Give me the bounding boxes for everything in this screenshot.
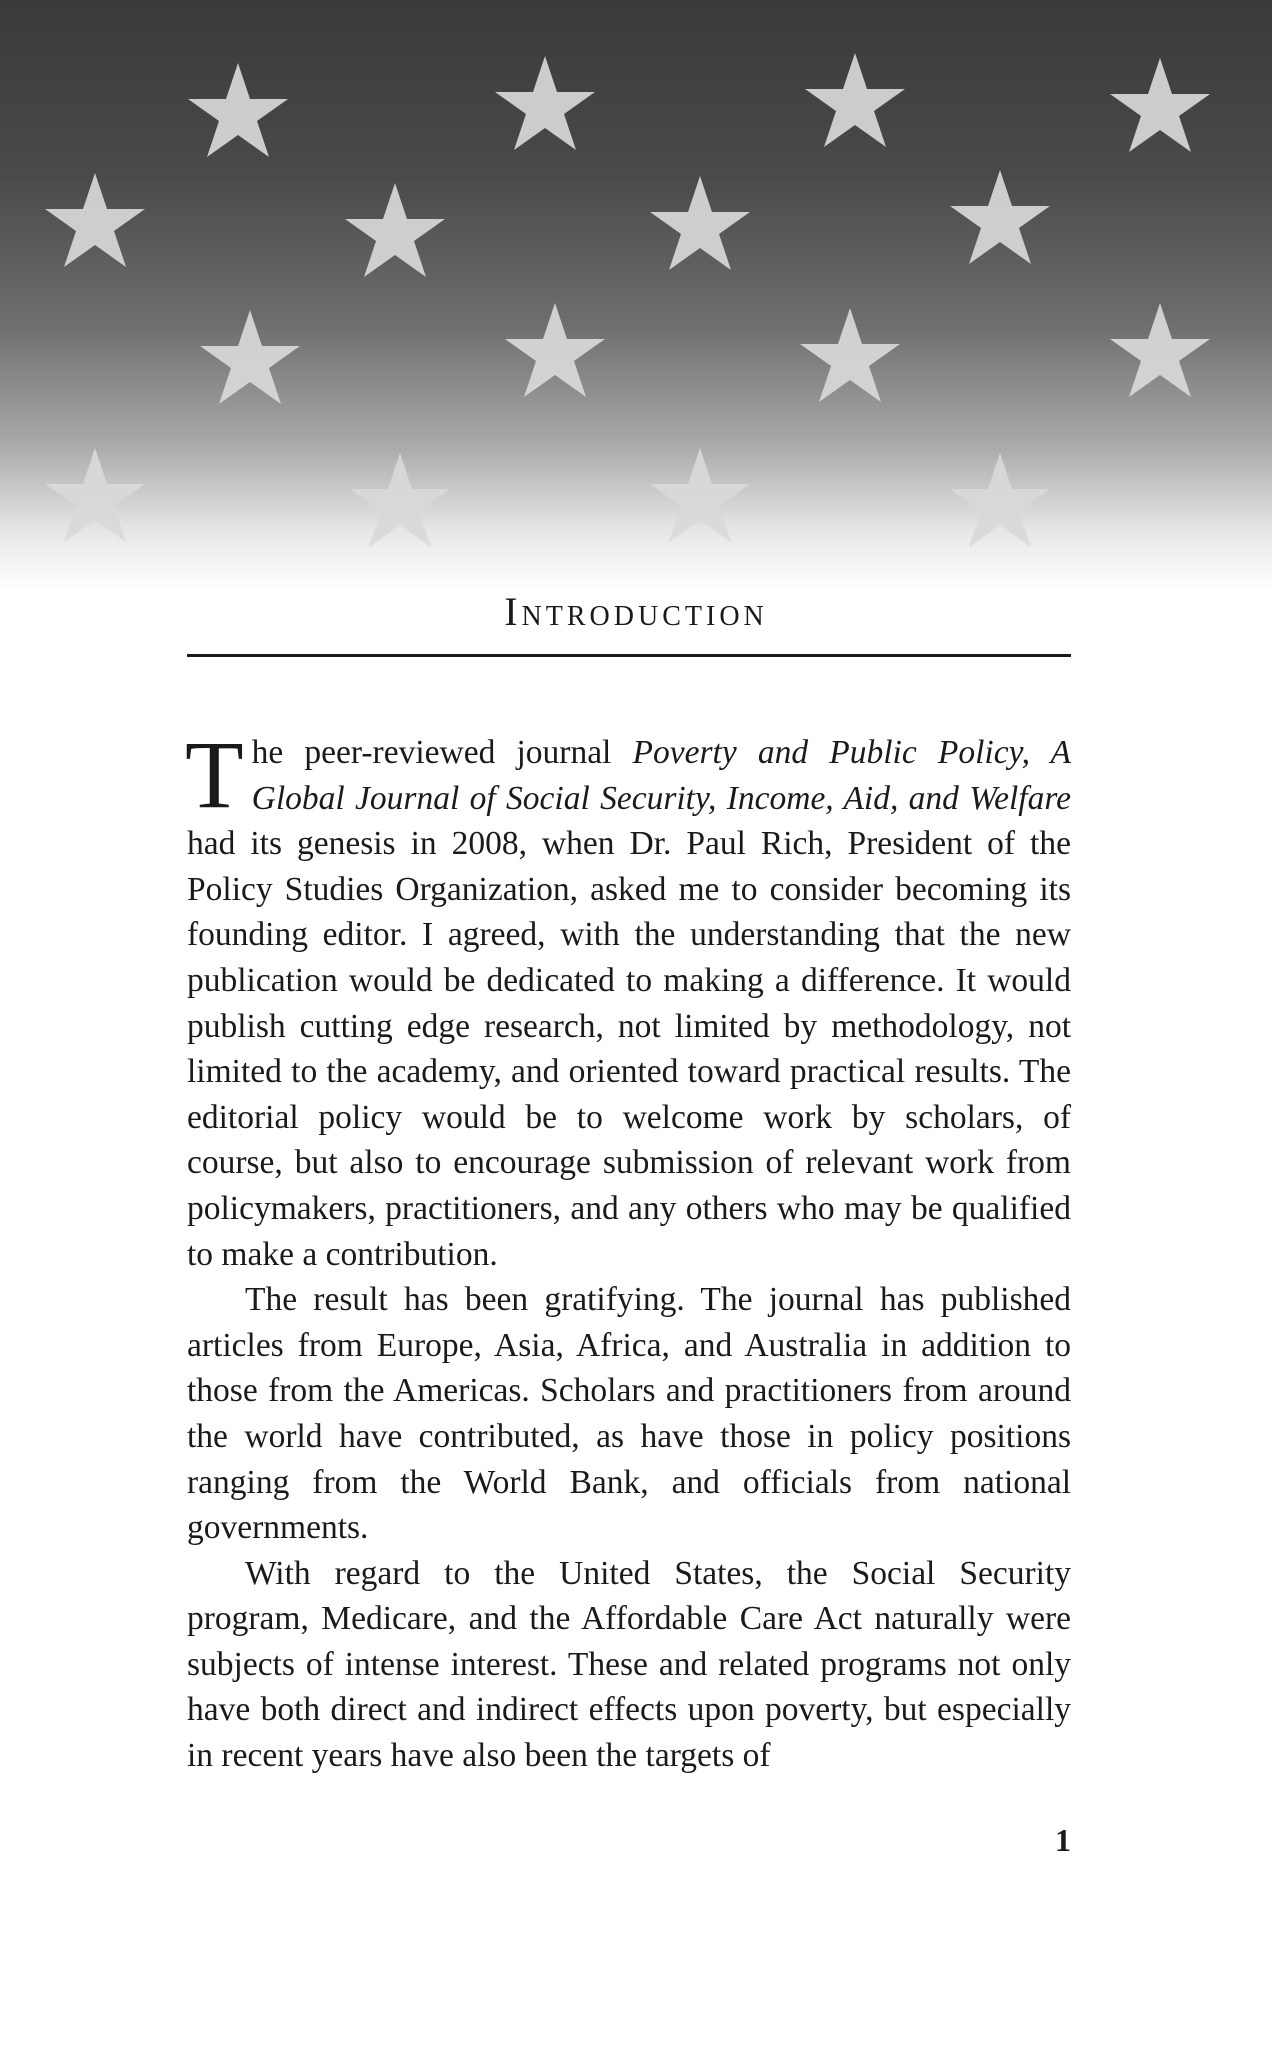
star-icon [800, 308, 900, 402]
star-icon [188, 63, 288, 157]
paragraph-1-lead: he peer-reviewed journal [251, 734, 633, 771]
paragraph-2: The result has been gratifying. The journal has published articles from Europe, Asia, Africa, and Australia in addition to those from the Americas. Scholars and practitioners from around the world have contributed, as have those in policy positions ranging from the World Bank, and officials from national governments. [187, 1281, 1071, 1547]
paragraph-3: With regard to the United States, the Social Security program, Medicare, and the Affordable Care Act naturally were subjects of intense interest. These and related programs not only have both direct and indirect effects upon poverty, but especially in recent years have also been the targets of [187, 1554, 1071, 1775]
star-icon [505, 303, 605, 397]
star-icon [650, 448, 750, 542]
star-field [0, 0, 1272, 590]
drop-cap: T [185, 721, 244, 828]
paragraph-1-rest: had its genesis in 2008, when Dr. Paul Rich, President of the Policy Studies Organization, asked me to consider becoming its founding editor. I agreed, with the understanding that the new publication would be dedicated to making a difference. It would publish cutting edge research, not limited by methodology, not limited to the academy, and oriented toward practical results. The editorial policy would be to welcome work by scholars, of course, but also to encourage submission of relevant work from policymakers, practitioners, and any others who may be qualified to make a contribution. [187, 825, 1071, 1273]
paragraph-1 [185, 721, 1071, 1277]
star-icon [350, 453, 450, 547]
star-icon [950, 453, 1050, 547]
star-icon [1110, 58, 1210, 152]
page-number: 1 [1055, 1822, 1071, 1858]
journal-title: Poverty and Public Policy, A Global Journal of Social Security, Income, Aid, and Welfare [251, 734, 1071, 817]
star-icon [345, 183, 445, 277]
star-icon [495, 56, 595, 150]
star-icon [45, 173, 145, 267]
star-icon [805, 53, 905, 147]
star-icon [650, 176, 750, 270]
page-title: Introduction [504, 589, 768, 634]
star-icon [200, 310, 300, 404]
title-divider [187, 654, 1071, 657]
star-icon [1110, 303, 1210, 397]
stars-banner [0, 0, 1272, 590]
star-icon [950, 170, 1050, 264]
star-icon [45, 448, 145, 542]
body-text [185, 721, 1071, 1779]
